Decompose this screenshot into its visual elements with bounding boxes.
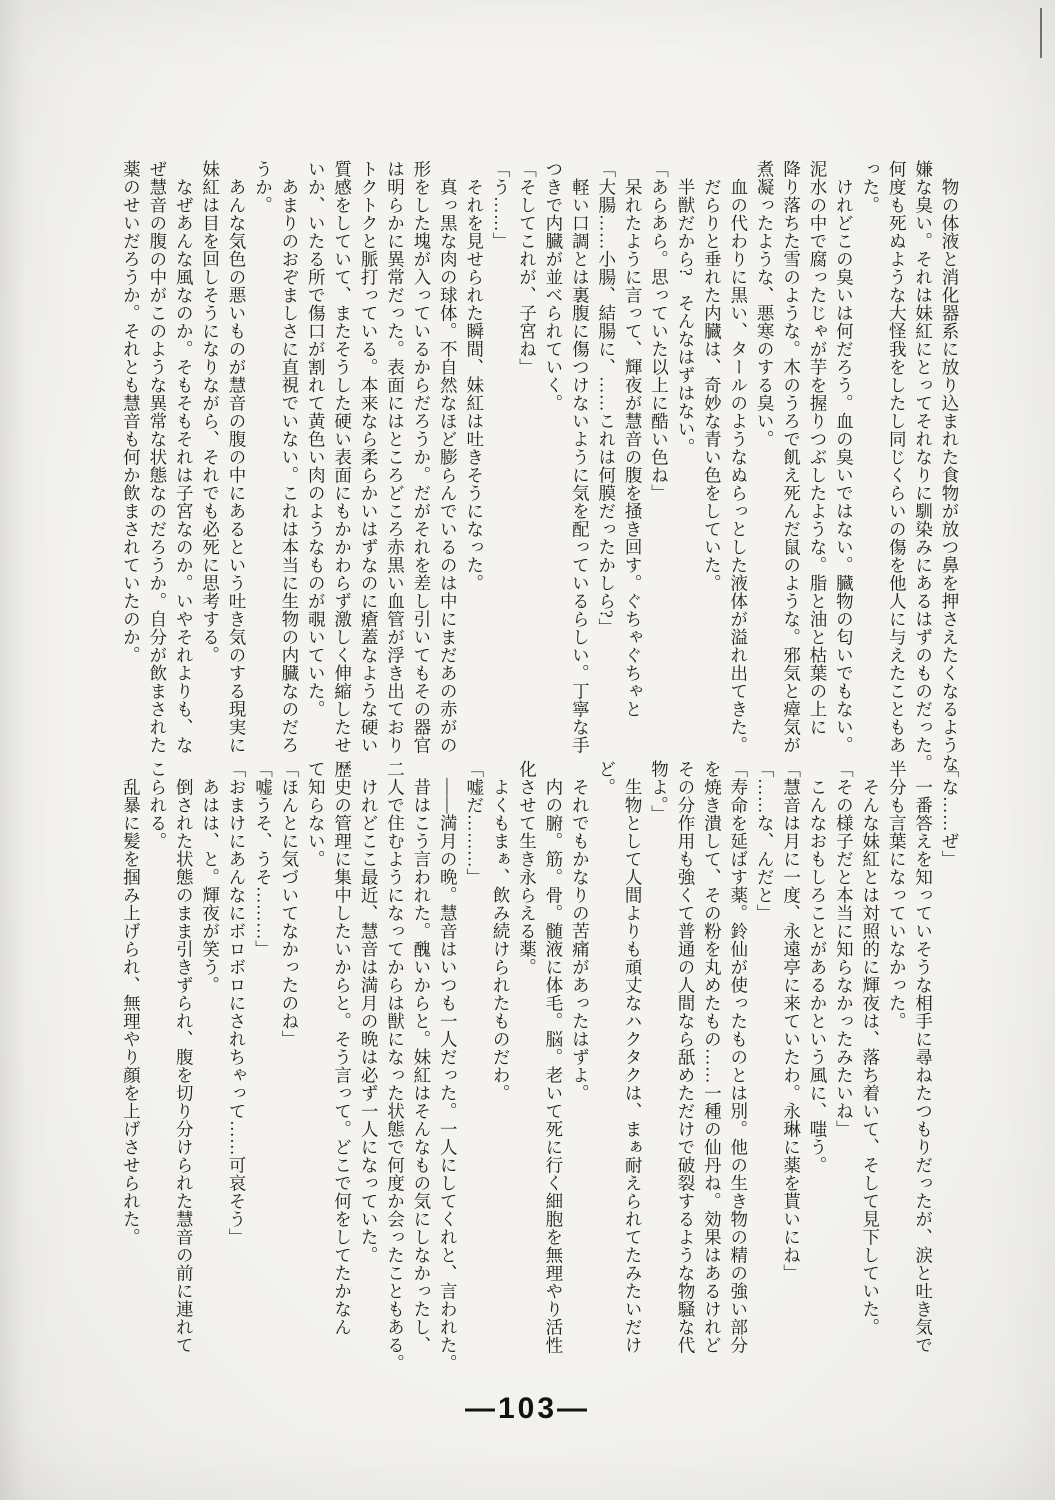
text-line: あまりのおぞましさに直視でいない。これは本当に生物の内臓なのだろ — [279, 177, 300, 754]
text-line: を焼き潰して、その粉を丸めたもの……一種の仙丹ね。効果はあるけれど — [702, 760, 723, 1354]
text-line: つきで内臓が並べられていく。 — [543, 160, 564, 412]
text-line: て知らない。 — [306, 760, 327, 868]
text-line: 質感をしていて、またそうした硬い表面にもかかわらず激しく伸縮したせ — [332, 160, 353, 754]
text-line: 軽い口調とは裏腹に傷つけないように気を配っているらしい。丁寧な手 — [570, 177, 591, 754]
text-line: 物の体液と消化器系に放り込まれた食物が放つ鼻を押さえたくなるような — [940, 177, 960, 772]
text-line: ど。 — [596, 760, 617, 796]
text-line: ――満月の晩。慧音はいつも一人だった。一人にしてくれと、言われた。 — [438, 777, 459, 1372]
text-line: 「う……」 — [491, 160, 512, 250]
text-line: こんなおもしろことがあるかという風に、嗤う。 — [807, 777, 828, 1174]
text-line: 煮凝ったような、悪寒のする臭い。 — [755, 160, 776, 448]
text-line: 半獣だから? そんなはずはない。 — [675, 177, 696, 456]
text-line: 「ほんとに気づいてなかったのね」 — [279, 760, 300, 1048]
text-line: それを見せられた瞬間、妹紅は吐きそうになった。 — [464, 177, 485, 592]
text-line: 化させて生き永らえる薬。 — [517, 760, 538, 976]
text-line: 何度も死ぬような大怪我をしたし同じくらいの傷を他人に与えたこともあ — [887, 160, 908, 754]
text-line: 「おまけにあんなにボロボロにされちゃって……可哀そう」 — [227, 760, 248, 1246]
text-line: 嫌な臭い。それは妹紅にとってそれなりに馴染みにあるはずのものだった。 — [913, 160, 934, 772]
text-line: 二人で住むようになってからは獣になった状態で何度か会ったこともある。 — [385, 760, 406, 1372]
text-line: 「嘘うそ、うそ………」 — [253, 760, 274, 958]
text-line: 生物として人間よりも頑丈なハクタクは、まぁ耐えられてたみたいだけ — [623, 777, 644, 1354]
text-line: トクトクと脈打っている。本来なら柔らかいはずなのに瘡蓋なような硬い — [359, 160, 380, 754]
text-line: った。 — [860, 160, 881, 214]
text-line: 妹紅は目を回しそうになりながら、それでも必死に思考する。 — [200, 160, 221, 664]
text-line: は明らかに異常だった。表面にはところどころ赤黒い血管が浮き出ており — [385, 160, 406, 754]
text-line: あはは、と。輝夜が笑う。 — [200, 777, 221, 994]
text-line: 降り落ちた雪のような。木のうろで飢え死んだ鼠のような。邪気と瘴気が — [781, 160, 802, 754]
text-line: いか、いたる所で傷口が割れて黄色い肉のようなものが覗いていた。 — [306, 160, 327, 718]
text-line: その分作用も強くて普通の人間なら舐めただけで破裂するような物騒な代 — [675, 760, 696, 1354]
text-line: 内の腑。筋。骨。髄液に体毛。脳。老いて死に行く細胞を無理やり活性 — [543, 777, 564, 1354]
text-line: なぜあんな風なのか。そもそもそれは子宮なのか。いやそれよりも、な — [174, 177, 195, 754]
text-line: 形をした塊が入っているからだろうか。だがそれを差し引いてもその器官 — [411, 160, 432, 754]
text-line: あんな気色の悪いものが慧音の腹の中にあるという吐き気のする現実に — [227, 177, 248, 754]
text-line: 倒された状態のまま引きずられ、腹を切り分けられた慧音の前に連れて — [174, 777, 195, 1354]
text-line: 歴史の管理に集中したいからと。そう言って。どこで何をしてたかなん — [332, 760, 353, 1336]
text-line: こられる。 — [147, 760, 168, 850]
text-line: 「そしてこれが、子宮ね」 — [517, 160, 538, 376]
text-line: 「寿命を延ばす薬。鈴仙が使ったものとは別。他の生き物の精の強い部分 — [728, 760, 749, 1354]
text-line: 真っ黒な肉の球体。不自然なほど膨らんでいるのは中にまだあの赤がの — [438, 177, 459, 754]
text-line: 「大腸……小腸、結腸に、……これは何膜だったかしら?」 — [596, 160, 617, 637]
text-line: 薬のせいだろうか。それとも慧音も何か飲まされていたのか。 — [121, 160, 142, 664]
text-line: 泥水の中で腐ったじゃが芋を握りつぶしたような。脂と油と枯葉の上に — [807, 160, 828, 736]
text-line: 呆れたように言って、輝夜が慧音の腹を掻き回す。ぐちゃぐちゃと — [623, 177, 644, 718]
text-line: そんな妹紅とは対照的に輝夜は、落ち着いて、そして見下していた。 — [860, 777, 881, 1336]
page-edge-shadow — [0, 0, 26, 1500]
text-line: 物よ。」 — [649, 760, 670, 824]
text-line: 昔はこう言われた。醜いからと。妹紅はそんなもの気にしなかったし、 — [411, 777, 432, 1354]
text-line: よくもまぁ、飲み続けられたものだわ。 — [491, 777, 512, 1102]
text-line: 「慧音は月に一度、永遠亭に来ていたわ。永琳に薬を貰いにね」 — [781, 760, 802, 1282]
text-line: 一番答えを知っていそうな相手に尋ねたつもりだったが、涙と吐き気で — [913, 777, 934, 1354]
text-line: 「嘘だ………」 — [464, 760, 485, 886]
text-line: 「……な、んだと」 — [755, 760, 776, 922]
text-line: うか。 — [253, 160, 274, 214]
text-line: けれどこの臭いは何だろう。血の臭いではない。臓物の匂いでもない。 — [834, 177, 855, 754]
text-line: 「その様子だと本当に知らなかったみたいね」 — [834, 760, 855, 1138]
text-line: 「あらあら。思っていた以上に酷い色ね」 — [649, 160, 670, 502]
text-line: ぜ慧音の腹の中がこのような異常な状態なのだろうか。自分が飲まされた — [147, 160, 168, 754]
text-line: けれどここ最近、慧音は満月の晩は必ず一人になっていた。 — [359, 777, 380, 1264]
text-line: 血の代わりに黒い、タールのようなぬらっとした液体が溢れ出てきた。 — [728, 177, 749, 754]
text-block-top — [118, 160, 963, 772]
text-line: 乱暴に髪を掴み上げられ、無理やり顔を上げさせられた。 — [121, 777, 142, 1246]
text-block-bottom — [118, 760, 963, 1372]
text-line: だらりと垂れた内臓は、奇妙な青い色をしていた。 — [702, 177, 723, 592]
text-line: 半分も言葉になっていなかった。 — [887, 760, 908, 1030]
text-line: それでもかなりの苦痛があったはずよ。 — [570, 777, 591, 1102]
page-number: ―103― — [464, 1392, 591, 1425]
scan-artifact-line — [1040, 8, 1042, 58]
text-line: 「な……ぜ」 — [940, 760, 960, 868]
